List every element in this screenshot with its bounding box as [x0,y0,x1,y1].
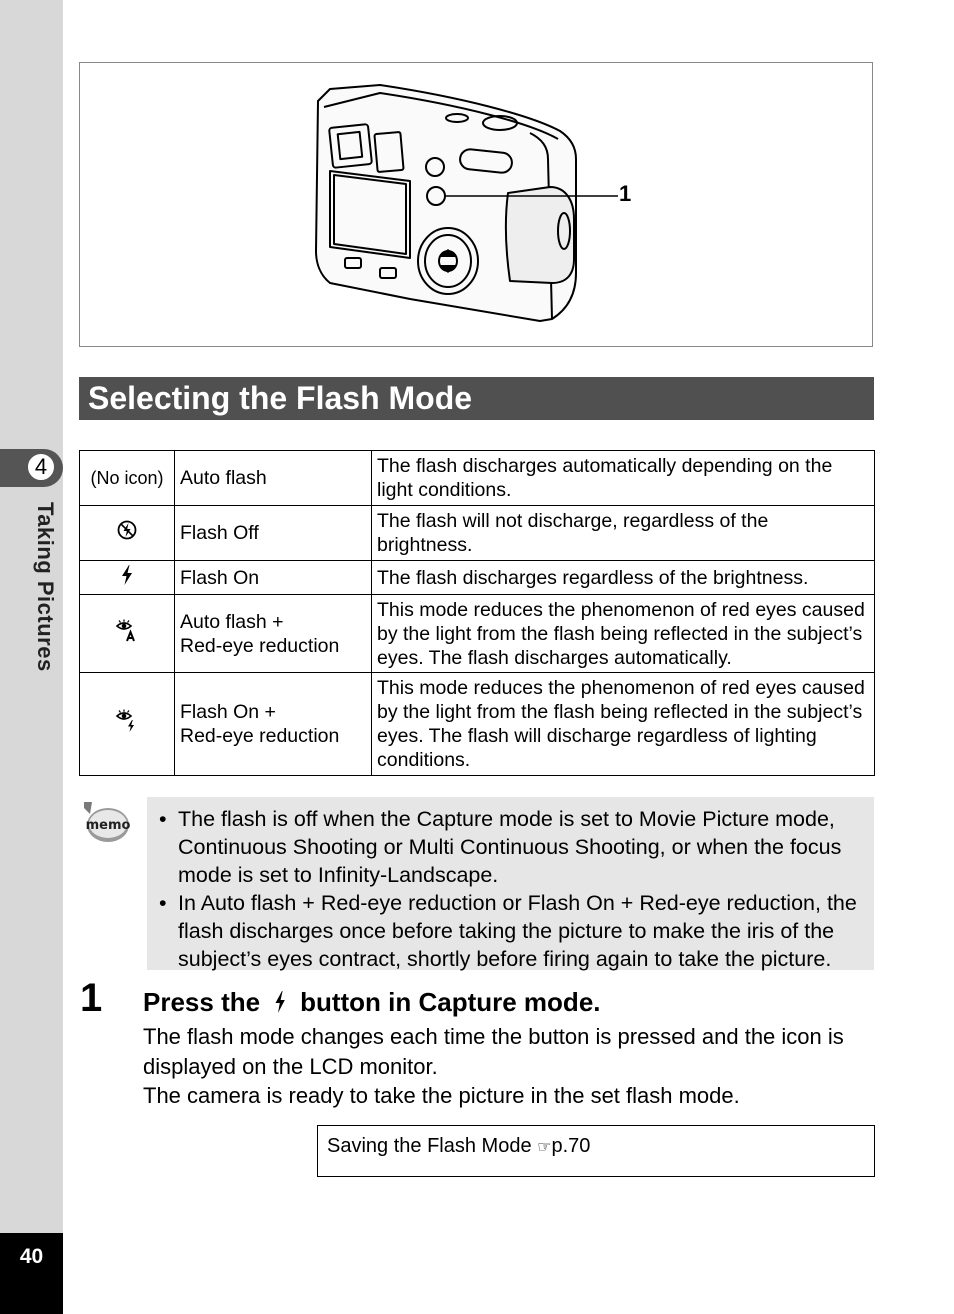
memo-item-text: In Auto flash + Red-eye reduction or Flash On + Red-eye reduction, the flash discharges once before taking the picture to make the iris of the subject’s eyes contract, shortly before firing again to take the picture. [178,891,857,971]
memo-icon [80,800,132,846]
memo-icon-label: memo [85,818,131,833]
step-number: 1 [80,976,103,1020]
figure-callout-number: 1 [619,181,632,206]
table-row [80,561,875,595]
memo-bullet: • [159,891,167,915]
mode-name-line: Red-eye reduction [180,725,340,747]
table-cell-description: The flash discharges regardless of the brightness. [372,561,875,595]
mode-name-line: Flash On + [180,701,276,723]
table-row [80,673,875,776]
table-cell-mode-name: Auto flash [175,451,372,506]
flash-button-icon [274,990,286,1014]
step-heading-start: Press the [143,987,261,1017]
flash-off-icon [116,519,138,541]
table-cell-mode-name [175,673,372,776]
flash-mode-table [79,450,875,776]
table-cell-description: The flash will not discharge, regardless of the brightness. [372,506,875,561]
memo-box [147,797,874,970]
table-row [80,595,875,673]
mode-name-line: Auto flash + [180,610,284,633]
memo-list [147,797,874,973]
camera-figure [79,62,873,347]
table-cell-icon [80,506,175,561]
section-title: Selecting the Flash Mode [88,380,473,416]
table-row [80,451,875,506]
table-cell-description: The flash discharges automatically depending on the light conditions. [372,451,875,506]
step-heading [143,987,601,1018]
table-row [80,506,875,561]
memo-bullet: • [159,807,167,831]
table-cell-description: This mode reduces the phenomenon of red eyes caused by the light from the flash being reflected in the subject’s eyes. The flash will discharge regardless of lighting conditions. [372,673,875,776]
table-cell-mode-name: Flash On [175,561,372,595]
red-eye-on-icon [115,709,139,733]
mode-name-line: Red-eye reduction [180,634,340,657]
table-cell-description: This mode reduces the phenomenon of red eyes caused by the light from the flash being reflected in the subject’s eyes. The flash discharges automatically. [372,595,875,673]
table-cell-icon [80,673,175,776]
reference-label: Saving the Flash Mode [327,1135,532,1157]
table-cell-mode-name: Flash Off [175,506,372,561]
chapter-number: 4 [26,452,56,482]
table-cell-icon [80,595,175,673]
flash-on-icon [120,564,134,586]
memo-item [159,805,864,889]
reference-box [317,1125,875,1177]
red-eye-auto-icon [115,619,139,643]
step-body-line: The flash mode changes each time the button is pressed and the icon is displayed on the LCD monitor. [143,1024,844,1079]
step-body-line: The camera is ready to take the picture in the set flash mode. [143,1083,740,1108]
no-icon-label: (No icon) [90,468,164,488]
camera-back-illustration [80,63,872,346]
table-cell-icon [80,561,175,595]
chapter-title: Taking Pictures [33,502,58,672]
memo-item-text: The flash is off when the Capture mode is set to Movie Picture mode, Continuous Shooting or Multi Continuous Shooting, or when the focus mode is set to Infinity-Landscape. [178,807,842,887]
reference-page-link[interactable]: p.70 [551,1135,591,1157]
reference-text [327,1135,590,1158]
table-cell-mode-name [175,595,372,673]
step-heading-end: button in Capture mode. [300,987,601,1017]
pointer-icon: ☞ [537,1137,552,1156]
page-number: 40 [19,1245,44,1268]
table-cell-icon [80,451,175,506]
memo-item [159,889,864,973]
step-body [143,1022,878,1111]
